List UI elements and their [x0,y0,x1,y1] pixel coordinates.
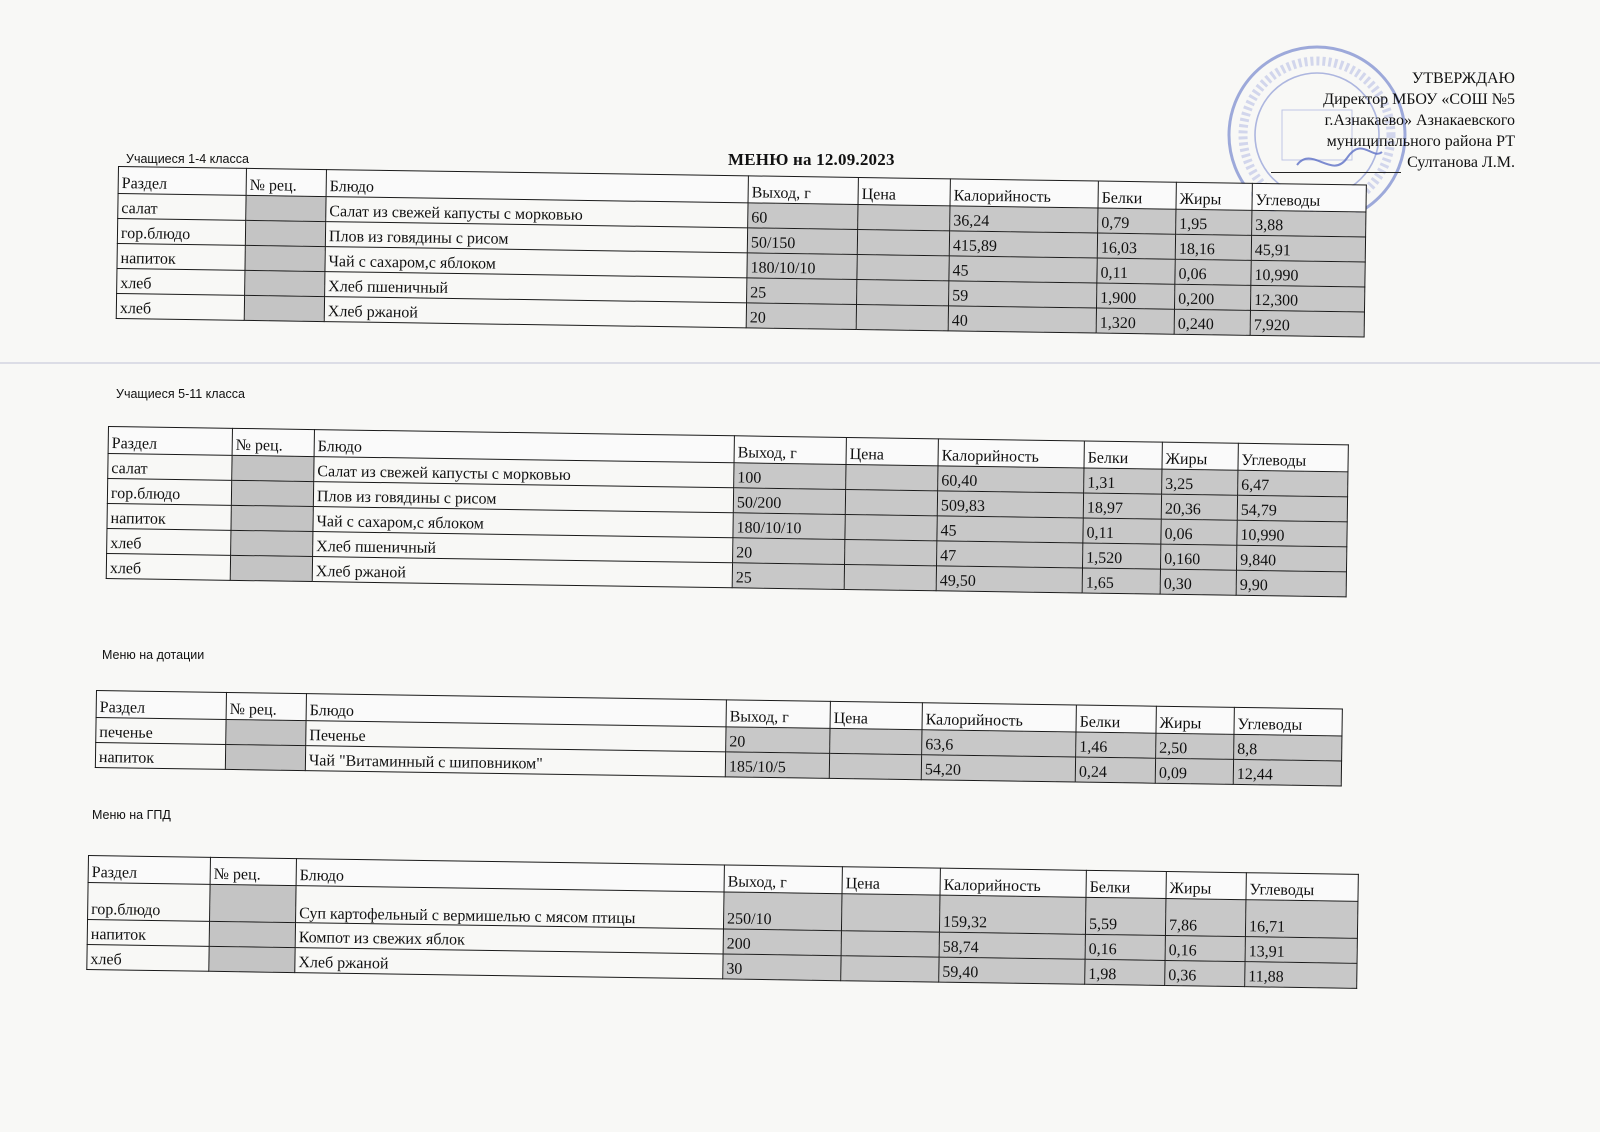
cell-carbs: 7,920 [1250,310,1364,337]
cell-dish: Суп картофельный с вермишелью с мясом птицы [296,886,725,929]
cell-carbs: 11,88 [1245,962,1357,989]
cell-recipe [230,555,312,581]
cell-carbs: 9,90 [1236,570,1346,597]
cell-protein: 0,79 [1098,208,1176,234]
cell-carbs: 8,8 [1234,734,1342,761]
cell-dish: Плов из говядины с рисом [313,482,733,513]
column-header-carbs: Углеводы [1246,873,1358,902]
cell-carbs: 10,990 [1251,260,1365,287]
cell-price [844,564,936,590]
cell-recipe [232,455,314,481]
cell-protein: 0,24 [1075,757,1155,783]
cell-dish: Хлеб ржаной [295,948,723,979]
cell-kcal: 45 [949,256,1097,283]
column-header-protein: Белки [1084,441,1162,469]
cell-fat: 0,240 [1174,309,1250,335]
cell-carbs: 9,840 [1236,545,1346,572]
cell-dish: Чай с сахаром,с яблоком [313,507,733,538]
cell-yield: 30 [723,954,841,981]
cell-dish: Хлеб пшеничный [313,532,733,563]
cell-protein: 1,320 [1096,308,1174,334]
cell-fat: 1,95 [1176,209,1252,235]
cell-protein: 0,11 [1083,518,1161,544]
cell-kcal: 60,40 [938,466,1084,493]
cell-yield: 50/200 [733,488,845,515]
cell-fat: 0,09 [1155,758,1233,784]
cell-recipe [225,744,305,770]
menu-table-gpd [86,855,1359,989]
cell-yield: 20 [733,538,845,565]
cell-price [830,728,922,754]
column-header-dish: Блюдо [296,859,724,892]
cell-recipe [210,884,297,922]
approval-signatory: Султанова Л.М. [1407,154,1515,171]
column-header-protein: Белки [1098,181,1176,209]
cell-recipe [231,530,313,556]
cell-fat: 0,30 [1160,569,1236,595]
approval-position: Директор МБОУ «СОШ №5 [1323,91,1515,108]
cell-section: хлеб [106,553,230,580]
cell-protein: 1,65 [1082,568,1160,594]
cell-dish: Хлеб пшеничный [325,272,747,303]
cell-carbs: 10,990 [1237,520,1347,547]
column-header-recipe: № рец. [232,428,314,456]
cell-yield: 180/10/10 [747,253,857,280]
cell-section: гор.блюдо [107,479,231,506]
cell-yield: 20 [746,303,856,330]
cell-section: напиток [95,743,225,770]
cell-carbs: 3,88 [1252,210,1366,237]
column-header-yield: Выход, г [734,436,846,465]
cell-section: салат [108,454,232,481]
cell-kcal: 40 [948,306,1096,333]
cell-kcal: 63,6 [922,730,1076,757]
cell-yield: 250/10 [723,892,842,931]
approval-block [1255,68,1515,173]
column-header-recipe: № рец. [246,168,326,196]
cell-recipe [244,295,324,321]
column-header-kcal: Калорийность [922,703,1076,732]
cell-yield: 60 [748,203,858,230]
column-header-carbs: Углеводы [1238,443,1348,472]
cell-protein: 1,520 [1083,543,1161,569]
cell-section: напиток [87,920,209,947]
cell-section: салат [118,194,246,221]
cell-kcal: 54,20 [921,755,1075,782]
column-header-section: Раздел [88,856,210,885]
column-header-protein: Белки [1076,705,1156,733]
cell-price [857,279,949,305]
cell-dish: Чай с сахаром,с яблоком [325,247,747,278]
cell-recipe [209,946,295,972]
cell-carbs: 12,300 [1250,285,1364,312]
column-header-kcal: Калорийность [950,179,1098,208]
column-header-dish: Блюдо [306,694,726,727]
cell-fat: 0,16 [1165,935,1245,961]
cell-fat: 0,06 [1161,519,1237,545]
cell-carbs: 13,91 [1245,937,1357,964]
cell-yield: 180/10/10 [733,513,845,540]
cell-section: печенье [96,718,226,745]
cell-section: напиток [117,243,245,270]
cell-dish: Салат из свежей капусты с морковью [326,197,748,228]
cell-kcal: 159,32 [939,895,1086,934]
cell-carbs: 54,79 [1237,495,1347,522]
cell-fat: 2,50 [1156,733,1234,759]
cell-recipe [245,270,325,296]
cell-kcal: 47 [937,541,1083,568]
cell-protein: 0,11 [1097,258,1175,284]
cell-carbs: 12,44 [1233,759,1341,786]
column-header-dish: Блюдо [326,170,748,203]
cell-dish: Компот из свежих яблок [295,923,723,954]
column-header-fat: Жиры [1176,182,1252,210]
cell-price [857,254,949,280]
caption-subsidized-menu: Меню на дотации [102,648,205,662]
cell-carbs: 6,47 [1238,470,1348,497]
menu-table-grades-5-11 [106,426,1349,597]
cell-dish: Хлеб ржаной [324,297,746,328]
caption-gpd-menu: Меню на ГПД [92,808,171,822]
menu-table-subsidized [95,690,1343,786]
cell-protein: 1,900 [1097,283,1175,309]
page-title: МЕНЮ на 12.09.2023 [728,150,895,169]
cell-fat: 18,16 [1175,234,1251,260]
cell-kcal: 509,83 [937,491,1083,518]
scan-artifact-line [0,362,1600,364]
approval-school: г.Азнакаево» Азнакаевского [1324,112,1515,129]
cell-yield: 100 [734,463,846,490]
column-header-kcal: Калорийность [940,868,1086,897]
cell-dish: Салат из свежей капусты с морковью [314,457,734,488]
cell-fat: 0,36 [1165,960,1245,986]
cell-carbs: 16,71 [1245,900,1358,939]
approval-district: муниципального района РТ [1326,133,1515,150]
cell-recipe [226,719,306,745]
cell-kcal: 59 [949,281,1097,308]
cell-fat: 7,86 [1165,898,1246,936]
cell-yield: 25 [747,278,857,305]
cell-kcal: 45 [937,516,1083,543]
column-header-fat: Жиры [1162,442,1238,470]
cell-section: хлеб [87,944,209,971]
cell-section: гор.блюдо [88,883,211,922]
cell-protein: 1,31 [1084,468,1162,494]
cell-yield: 20 [726,727,830,754]
cell-protein: 0,16 [1085,934,1165,960]
column-header-yield: Выход, г [724,865,842,894]
cell-price [858,204,950,230]
column-header-section: Раздел [108,427,232,456]
cell-price [846,464,938,490]
cell-yield: 185/10/5 [725,752,829,779]
cell-protein: 1,98 [1085,959,1165,985]
column-header-section: Раздел [96,691,226,720]
cell-section: хлеб [107,528,231,555]
column-header-price: Цена [858,177,950,205]
cell-protein: 18,97 [1083,493,1161,519]
cell-yield: 50/150 [747,228,857,255]
cell-protein: 16,03 [1097,233,1175,259]
caption-grades-1-4: Учащиеся 1-4 класса [126,152,249,166]
cell-recipe [231,505,313,531]
column-header-recipe: № рец. [226,692,306,720]
cell-section: гор.блюдо [117,219,245,246]
column-header-fat: Жиры [1156,706,1234,734]
cell-kcal: 49,50 [936,566,1082,593]
cell-recipe [231,480,313,506]
cell-fat: 0,200 [1174,284,1250,310]
cell-dish: Печенье [306,721,726,752]
cell-recipe [245,220,325,246]
column-header-price: Цена [846,437,938,465]
cell-section: напиток [107,503,231,530]
column-header-recipe: № рец. [210,857,296,885]
cell-price [857,229,949,255]
cell-carbs: 45,91 [1251,235,1365,262]
cell-recipe [246,195,326,221]
cell-kcal: 58,74 [939,932,1085,959]
cell-kcal: 415,89 [949,231,1097,258]
column-header-price: Цена [842,867,940,895]
cell-price [841,956,939,982]
signature-line [1271,172,1401,173]
column-header-protein: Белки [1086,870,1166,898]
cell-fat: 0,06 [1175,259,1251,285]
cell-price [856,304,948,330]
column-header-fat: Жиры [1166,871,1246,899]
cell-kcal: 59,40 [939,957,1085,984]
cell-recipe [245,245,325,271]
cell-kcal: 36,24 [950,206,1098,233]
column-header-carbs: Углеводы [1234,707,1342,736]
cell-price [829,753,921,779]
cell-dish: Плов из говядины с рисом [325,222,747,253]
column-header-kcal: Калорийность [938,439,1084,468]
menu-table-grades-1-4 [116,166,1367,338]
cell-price [841,894,940,932]
column-header-price: Цена [830,701,922,729]
column-header-carbs: Углеводы [1252,183,1366,212]
cell-fat: 20,36 [1161,494,1237,520]
cell-section: хлеб [117,268,245,295]
cell-yield: 25 [732,563,844,590]
cell-yield: 200 [723,929,841,956]
column-header-yield: Выход, г [726,700,830,729]
cell-protein: 1,46 [1076,732,1156,758]
cell-fat: 3,25 [1162,469,1238,495]
cell-dish: Чай "Витаминный с шиповником" [305,746,725,777]
cell-price [845,514,937,540]
cell-fat: 0,160 [1160,544,1236,570]
caption-grades-5-11: Учащиеся 5-11 класса [116,387,245,401]
cell-section: хлеб [116,293,244,320]
cell-price [845,489,937,515]
cell-dish: Хлеб ржаной [312,557,732,588]
cell-recipe [209,921,295,947]
cell-protein: 5,59 [1085,897,1166,935]
cell-price [841,931,939,957]
approval-heading: УТВЕРЖДАЮ [1411,70,1515,87]
column-header-dish: Блюдо [314,430,734,463]
column-header-section: Раздел [118,167,246,196]
column-header-yield: Выход, г [748,176,858,205]
cell-price [845,539,937,565]
